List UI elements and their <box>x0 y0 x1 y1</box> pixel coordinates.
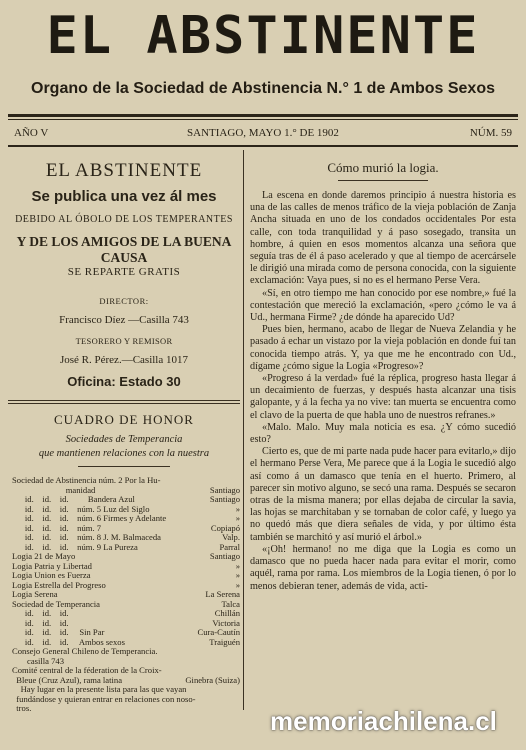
director-name: Francisco Díez —Casilla 743 <box>59 314 189 326</box>
honor-row <box>12 666 240 676</box>
honor-row <box>12 638 240 648</box>
article-paragraph: «Progreso á la verdad» fué la réplica, progreso hasta llegar á un decaimiento de fuerzas, y después hasta alcanzar una tisis galopante, y á la fecha ya no vive: tan muerta se encuentra como el clavo de la puerta de que habla uno de nuestros refranes.» <box>250 373 516 421</box>
honor-row-name: Comité central de la féderation de la Croix- <box>12 666 162 675</box>
honor-row-city: Valp. <box>222 533 240 542</box>
honor-row <box>12 657 240 667</box>
honor-row-name: id. id. id. núm. 5 Luz del Siglo <box>12 504 150 514</box>
honor-subtitle-1: Sociedades de Temperancia <box>65 434 183 445</box>
honor-row-name: Bleue (Cruz Azul), rama latina <box>12 675 123 685</box>
honor-row-name: manidad <box>12 485 96 495</box>
honor-row-name: id. id. id. Bandera Azul <box>12 495 135 504</box>
masthead-rule-bottom <box>8 119 518 120</box>
honor-row <box>12 590 240 600</box>
director-label: DIRECTOR: <box>99 296 149 306</box>
honor-row <box>12 486 240 496</box>
right-column <box>248 150 518 740</box>
dateline <box>14 127 512 143</box>
article-paragraph: Pues bien, hermano, acabo de llegar de Nueva Zelandia y he pasado á echar un vistazo por la vieja población en donde fuí tan conocida tiempo atrás. Y, ya que me he encontrado con Ud., dígame ¿cómo sigue la Logia «Progreso»? <box>250 324 516 372</box>
section-rule <box>8 400 240 401</box>
honor-row-name: id. id. id. núm. 8 J. M. Balmaceda <box>12 533 161 542</box>
article-paragraph: Cierto es, que de mi parte nada pude hacer para evitarlo,» dijo el hermano Perse Vera, Me parece que á la Logia le sucedió algo así como á un damasco que tenía en el huerto. Primero, al parecer sin motivo alguno, se secó una rama. Después se secaron otras de la misma manera; por ellas dejaba de circular la savia, las hojas se marchitaban y se tornaban de color café, y luego ya no quedó más que diera señales de vida, y por último ésta también se marchitó y así murió el árbol.» <box>250 446 516 543</box>
column-divider <box>243 150 244 710</box>
honor-row-city: Traiguén <box>209 637 240 647</box>
honor-row-name: id. id. id. Ambos sexos <box>12 637 125 647</box>
honor-row <box>12 571 240 581</box>
honor-row-name: tros. <box>12 704 32 713</box>
honor-row-city: » <box>235 580 240 590</box>
honor-row-city: Parral <box>219 542 240 552</box>
info-frequency: Se publica una vez ál mes <box>31 188 217 205</box>
honor-row-city: » <box>235 571 240 580</box>
honor-row-name: fundándose y quieran entrar en relaciones con noso- <box>12 694 196 704</box>
watermark-logo: memoriachilena.cl <box>270 706 497 736</box>
honor-row-name: Consejo General Chileno de Temperancia. <box>12 647 158 656</box>
honor-row <box>12 524 240 534</box>
honor-row-city: Chillán <box>214 609 240 618</box>
honor-row <box>12 600 240 610</box>
article-paragraph: «Sí, en otro tiempo me han conocido por ese nombre,» fué la contestación que mereció la exclamación, «pero ¿cómo le va á Ud., hermana Firme? ¿de dónde ha aparecido Ud? <box>250 287 516 324</box>
issue-date: SANTIAGO, MAYO 1.° DE 1902 <box>187 127 339 139</box>
honor-row-city: La Serena <box>205 590 240 599</box>
article-body <box>250 190 516 593</box>
honor-row-city: » <box>235 504 240 514</box>
newspaper-title: EL ABSTINENTE <box>46 6 480 66</box>
section-rule-2 <box>8 403 240 404</box>
honor-row <box>12 628 240 638</box>
issue-number: NÚM. 59 <box>469 127 512 139</box>
honor-row-name: id. id. id. núm. 6 Firmes y Adelante <box>12 514 167 523</box>
honor-row-name: Logia Estrella del Progreso <box>12 580 106 590</box>
treasurer-label: TESORERO Y REMISOR <box>75 336 173 346</box>
honor-row-city: » <box>235 561 240 571</box>
article-paragraph: La escena en donde daremos principio á nuestra historia es una de las calles de menos tráfico de la vieja población de Zanja Ancha situada en uno de los condados occidentales Por esta calle, con toda tranquilidad y á paso sosegado, transita un hombre, á quien en esos momentos alcanza una señora que seguía tras de él á paso acelerado y que al tiempo de acercársele le dirigió una mirada como de persona conocida, con la siguiente exclamación: Vaya pues, si no es el hermano Perse Vera. <box>250 190 516 287</box>
honor-row-city: Ginebra (Suiza) <box>185 675 240 685</box>
honor-row <box>12 552 240 562</box>
honor-row-city: Santiago <box>209 485 240 495</box>
honor-row-name: casilla 743 <box>12 656 65 666</box>
info-title: EL ABSTINENTE <box>45 160 203 181</box>
issue-year: AÑO V <box>14 127 49 139</box>
honor-list <box>12 476 240 714</box>
honor-row-city: Santiago <box>209 552 240 561</box>
treasurer-name: José R. Pérez.—Casilla 1017 <box>59 354 188 366</box>
article-paragraph: «¡Oh! hermano! no me diga que la Logia es como un damasco que no pueda hacer nada para evitar el morir, como aquél, rama por rama. Los miembros de la Logia tienen, ó por lo menos debieran tener, además de vida, acti- <box>250 543 516 592</box>
honor-row-name: Logia Patria y Libertad <box>12 561 92 571</box>
honor-row-city: Victoria <box>212 618 240 628</box>
honor-row-name: Sociedad de Abstinencia núm. 2 Por la Hu- <box>12 476 161 485</box>
honor-row <box>12 581 240 591</box>
honor-title: CUADRO DE HONOR <box>54 412 194 427</box>
honor-row <box>12 695 240 705</box>
honor-row-name: Logia Union es Fuerza <box>12 571 91 580</box>
honor-row-name: id. id. id. núm. 9 La Pureza <box>12 542 138 552</box>
honor-row <box>12 676 240 686</box>
article-title-rule <box>338 180 428 181</box>
info-free: SE REPARTE GRATIS <box>67 266 181 278</box>
honor-row-name: Sociedad de Temperancia <box>12 599 101 609</box>
honor-row <box>12 609 240 619</box>
dateline-rule <box>8 145 518 147</box>
honor-row-name: Logia Serena <box>12 590 58 599</box>
honor-row <box>12 543 240 553</box>
masthead-rule-top <box>8 114 518 117</box>
honor-row-city: Copiapó <box>210 523 240 533</box>
honor-row <box>12 685 240 695</box>
honor-row-name: id. id. id. <box>12 609 69 618</box>
honor-row <box>12 514 240 524</box>
honor-row <box>12 562 240 572</box>
honor-row <box>12 704 240 714</box>
honor-row-name: Logia 21 de Mayo <box>12 552 76 561</box>
honor-row <box>12 647 240 657</box>
info-funding: DEBIDO AL ÓBOLO DE LOS TEMPERANTES <box>15 214 233 225</box>
honor-row <box>12 533 240 543</box>
honor-row-name: id. id. id. núm. 7 <box>12 523 102 533</box>
honor-row <box>12 495 240 505</box>
info-friends: Y DE LOS AMIGOS DE LA BUENA CAUSA <box>16 234 232 265</box>
honor-row-city: Talca <box>221 599 240 609</box>
office-address: Oficina: Estado 30 <box>67 374 181 389</box>
honor-subtitle-2: que mantienen relaciones con la nuestra <box>38 448 210 459</box>
honor-row-city: Cura-Cautín <box>197 628 240 637</box>
left-column <box>8 150 240 740</box>
honor-row-name: Hay lugar en la presente lista para las que vayan <box>12 685 187 694</box>
honor-row-city: Santiago <box>209 495 240 504</box>
honor-row-name: id. id. id. <box>12 618 69 628</box>
article-paragraph: «Malo. Malo. Muy mala noticia es esa. ¿Y cómo sucedió esto? <box>250 421 516 446</box>
article-title: Cómo murió la logia. <box>327 160 439 175</box>
honor-row <box>12 619 240 629</box>
newspaper-subtitle: Organo de la Sociedad de Abstinencia N.° 1 de Ambos Sexos <box>31 80 495 97</box>
masthead <box>0 0 526 120</box>
honor-row-name: id. id. id. Sin Par <box>12 628 105 637</box>
honor-row <box>12 505 240 515</box>
honor-row-city: » <box>235 514 240 523</box>
honor-rule <box>78 466 170 467</box>
honor-row <box>12 476 240 486</box>
